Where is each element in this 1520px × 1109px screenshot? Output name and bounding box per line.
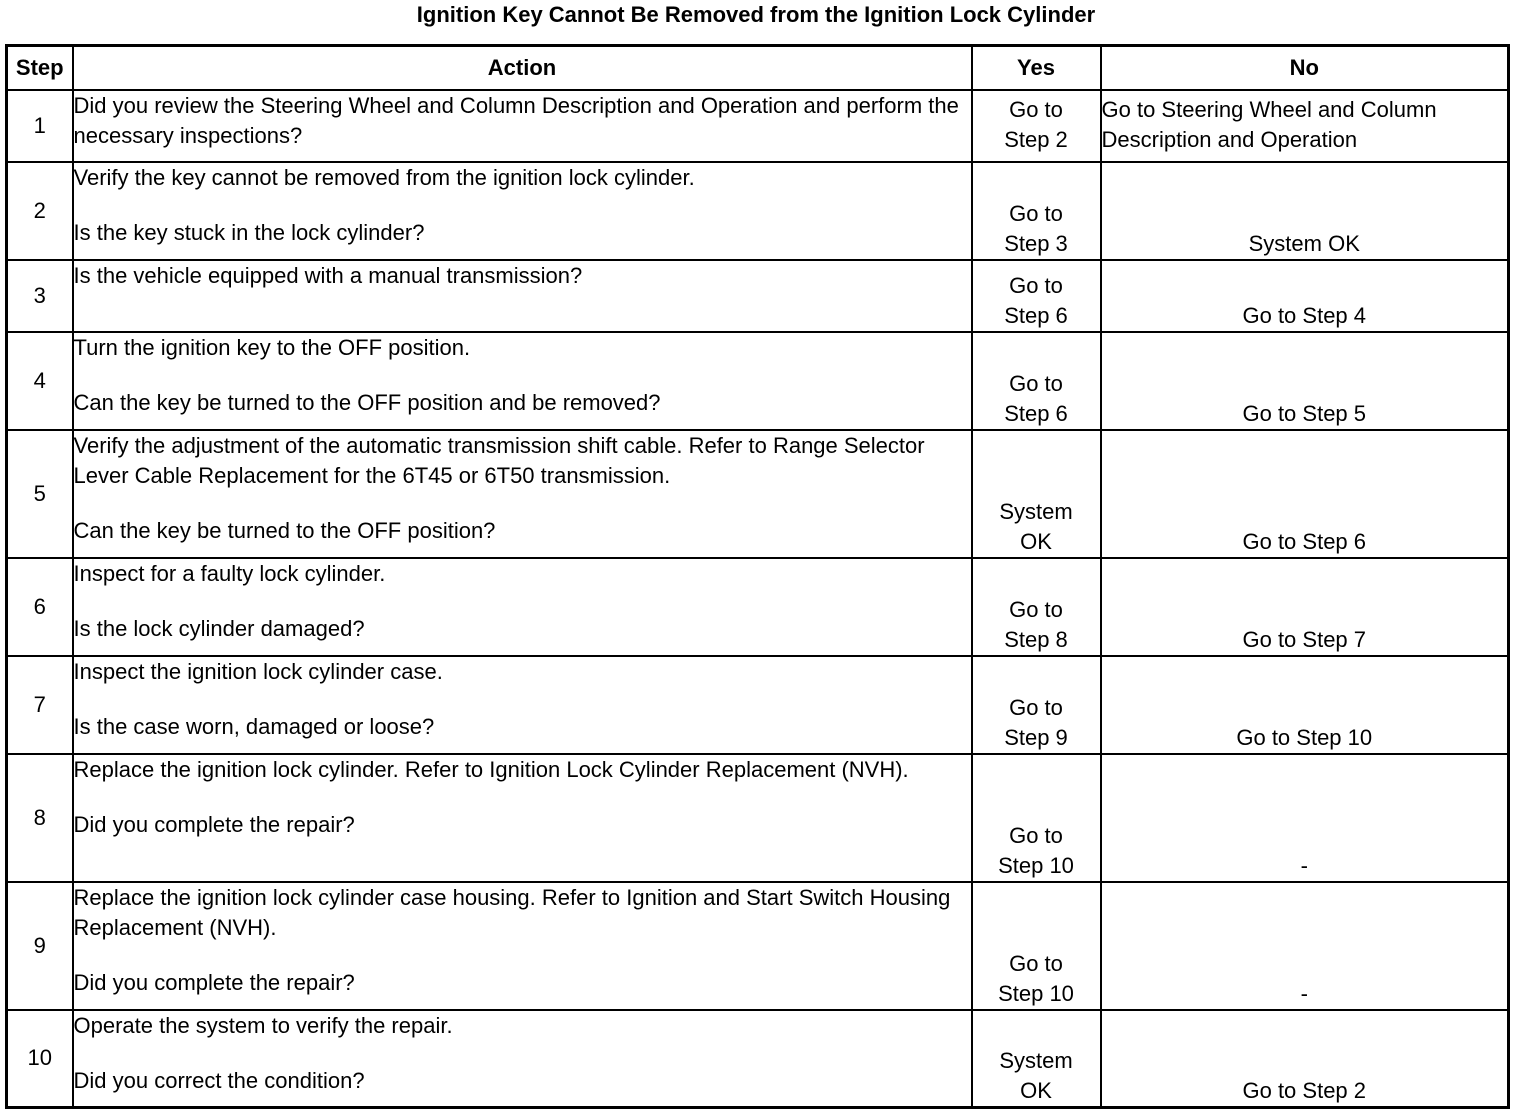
yes-text: Step 8 xyxy=(1004,626,1068,652)
action-question: Is the lock cylinder damaged? xyxy=(73,615,365,641)
table-row xyxy=(7,882,1509,1010)
header-step: Step xyxy=(7,46,73,90)
yes-text: OK xyxy=(1020,1078,1052,1103)
yes-text: Go to xyxy=(1009,272,1063,298)
yes-text: Go to xyxy=(1009,694,1063,720)
step-number: 9 xyxy=(7,882,73,1010)
table-row xyxy=(7,656,1509,754)
yes-text: Step 3 xyxy=(1004,230,1068,256)
action-question: Did you correct the condition? xyxy=(73,1067,365,1093)
step-number: 4 xyxy=(7,332,73,430)
yes-text: OK xyxy=(1020,528,1052,554)
table-row xyxy=(7,90,1509,162)
action-cell xyxy=(73,656,972,754)
header-yes: Yes xyxy=(972,46,1101,90)
action-text: Operate the system to verify the repair. xyxy=(73,1012,453,1038)
table-row xyxy=(7,1010,1509,1108)
no-cell xyxy=(1101,656,1509,754)
step-number: 6 xyxy=(7,558,73,656)
action-text: Inspect the ignition lock cylinder case. xyxy=(73,658,443,684)
action-question: Did you complete the repair? xyxy=(73,811,355,837)
yes-text: Go to xyxy=(1009,596,1063,622)
table-row xyxy=(7,558,1509,656)
no-cell xyxy=(1101,754,1509,882)
no-cell xyxy=(1101,90,1509,162)
action-cell xyxy=(73,430,972,558)
no-cell xyxy=(1101,558,1509,656)
action-cell xyxy=(73,332,972,430)
no-text: Go to Step 4 xyxy=(1242,302,1367,328)
action-text: Turn the ignition key to the OFF position. xyxy=(73,334,471,360)
yes-text: Go to xyxy=(1009,950,1063,976)
action-text: Is the vehicle equipped with a manual transmission? xyxy=(73,262,583,288)
action-text: Replace the ignition lock cylinder case housing. Refer to Ignition and Start Switch Housing Replacement (NVH). xyxy=(73,884,951,940)
table-row xyxy=(7,332,1509,430)
yes-cell xyxy=(972,656,1101,754)
yes-text: System xyxy=(999,1048,1073,1073)
step-number: 8 xyxy=(7,754,73,882)
step-number: 1 xyxy=(7,90,73,162)
action-cell xyxy=(73,162,972,260)
no-text: Go to Step 6 xyxy=(1242,528,1367,554)
yes-text: Go to xyxy=(1009,822,1063,848)
step-number: 5 xyxy=(7,430,73,558)
step-number: 7 xyxy=(7,656,73,754)
step-number: 2 xyxy=(7,162,73,260)
action-question: Can the key be turned to the OFF position and be removed? xyxy=(73,389,661,415)
header-row xyxy=(7,46,1509,90)
table-row xyxy=(7,162,1509,260)
yes-text: Step 6 xyxy=(1004,400,1068,426)
action-question: Is the key stuck in the lock cylinder? xyxy=(73,219,425,245)
yes-cell xyxy=(972,1010,1101,1108)
yes-cell xyxy=(972,162,1101,260)
yes-text: Step 10 xyxy=(998,852,1074,878)
action-text: Replace the ignition lock cylinder. Refer to Ignition Lock Cylinder Replacement (NVH). xyxy=(73,756,909,782)
yes-text: Step 6 xyxy=(1004,302,1068,328)
action-cell xyxy=(73,558,972,656)
action-text: Inspect for a faulty lock cylinder. xyxy=(73,560,386,586)
action-cell xyxy=(73,882,972,1010)
action-text: Did you review the Steering Wheel and Column Description and Operation and perform the necessary inspections? xyxy=(73,92,959,148)
no-cell xyxy=(1101,430,1509,558)
action-text: Verify the adjustment of the automatic transmission shift cable. Refer to Range Selector Lever Cable Replacement for the 6T45 or 6T50 transmission. xyxy=(73,432,925,488)
action-text: Verify the key cannot be removed from the ignition lock cylinder. xyxy=(73,164,695,190)
yes-cell xyxy=(972,882,1101,1010)
step-number: 10 xyxy=(7,1010,73,1108)
yes-text: System xyxy=(999,498,1073,524)
yes-cell xyxy=(972,332,1101,430)
no-text: System OK xyxy=(1248,230,1360,256)
step-number: 3 xyxy=(7,260,73,332)
yes-cell xyxy=(972,90,1101,162)
no-text: Go to Step 10 xyxy=(1236,724,1373,750)
action-cell xyxy=(73,754,972,882)
no-text: - xyxy=(1300,980,1308,1006)
no-cell xyxy=(1101,332,1509,430)
no-text: Description and Operation xyxy=(1101,126,1358,152)
no-text: Go to Step 2 xyxy=(1242,1078,1367,1103)
yes-cell xyxy=(972,260,1101,332)
no-cell xyxy=(1101,1010,1509,1108)
action-cell xyxy=(73,1010,972,1108)
no-text: - xyxy=(1300,852,1308,878)
action-question: Did you complete the repair? xyxy=(73,969,355,995)
action-cell xyxy=(73,90,972,162)
yes-text: Go to xyxy=(1009,200,1063,226)
no-text: Go to Step 5 xyxy=(1242,400,1367,426)
diagnostic-table xyxy=(5,44,1510,1109)
table-body xyxy=(7,90,1509,1108)
action-question: Can the key be turned to the OFF position? xyxy=(73,517,496,543)
header-action: Action xyxy=(73,46,972,90)
no-cell xyxy=(1101,260,1509,332)
yes-text: Step 2 xyxy=(1004,126,1068,152)
no-text: Go to Steering Wheel and Column xyxy=(1101,96,1437,122)
yes-text: Step 9 xyxy=(1004,724,1068,750)
no-text: Go to Step 7 xyxy=(1242,626,1367,652)
yes-cell xyxy=(972,430,1101,558)
page-title: Ignition Key Cannot Be Removed from the Ignition Lock Cylinder xyxy=(416,2,1096,27)
header-no: No xyxy=(1101,46,1509,90)
yes-text: Step 10 xyxy=(998,980,1074,1006)
no-cell xyxy=(1101,882,1509,1010)
action-question: Is the case worn, damaged or loose? xyxy=(73,713,435,739)
yes-text: Go to xyxy=(1009,96,1063,122)
action-cell xyxy=(73,260,972,332)
yes-cell xyxy=(972,754,1101,882)
table-row xyxy=(7,754,1509,882)
yes-cell xyxy=(972,558,1101,656)
yes-text: Go to xyxy=(1009,370,1063,396)
no-cell xyxy=(1101,162,1509,260)
table-row xyxy=(7,430,1509,558)
table-row xyxy=(7,260,1509,332)
